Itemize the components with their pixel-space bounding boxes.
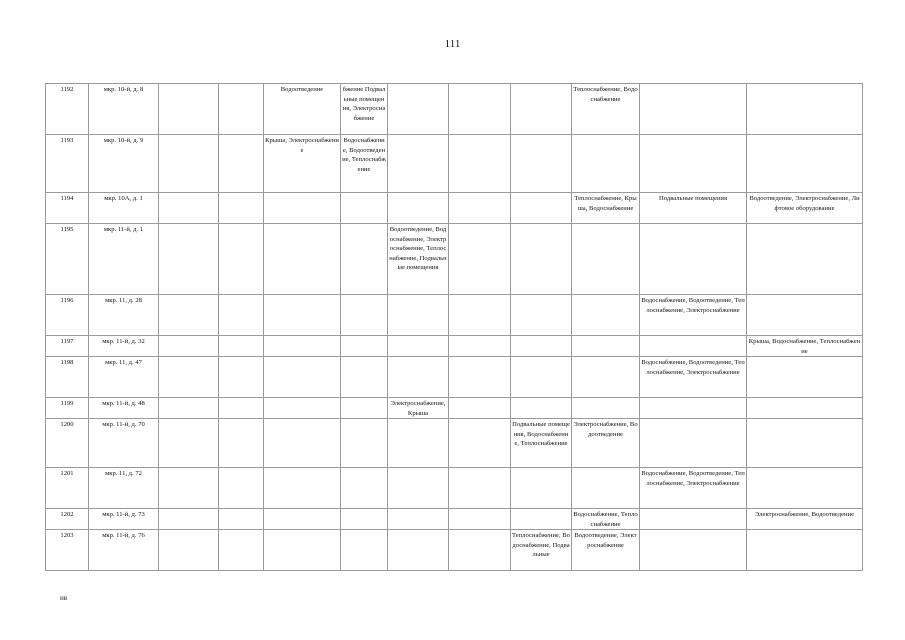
row-number-cell: 1196 xyxy=(46,295,89,336)
work-type-cell: Водоснабжение, Водоотведение, Теплоснабжение xyxy=(341,135,388,193)
registry-table xyxy=(45,83,863,571)
row-number-cell: 1201 xyxy=(46,468,89,509)
work-type-cell xyxy=(572,357,640,398)
work-type-cell xyxy=(572,295,640,336)
row-number-cell: 1200 xyxy=(46,419,89,468)
work-type-cell xyxy=(640,135,747,193)
work-type-cell xyxy=(640,509,747,530)
work-type-cell xyxy=(219,135,264,193)
work-type-cell xyxy=(219,357,264,398)
work-type-cell: Теплоснабжение, Водоснабжение, Подвальные xyxy=(511,530,572,571)
work-type-cell: Водоснабжение, Теплоснабжение xyxy=(572,509,640,530)
work-type-cell: Электроснабжение, Крыша xyxy=(388,398,449,419)
work-type-cell xyxy=(159,509,219,530)
row-number-cell: 1194 xyxy=(46,193,89,224)
work-type-cell xyxy=(264,398,341,419)
row-number-cell: 1195 xyxy=(46,224,89,295)
work-type-cell xyxy=(159,398,219,419)
table-row xyxy=(46,135,863,193)
work-type-cell xyxy=(747,468,863,509)
address-cell: мкр. 11-й, д. 1 xyxy=(89,224,159,295)
work-type-cell xyxy=(159,84,219,135)
work-type-cell xyxy=(264,419,341,468)
work-type-cell xyxy=(511,224,572,295)
work-type-cell xyxy=(388,84,449,135)
work-type-cell xyxy=(341,398,388,419)
address-cell: мкр. 10А, д. 1 xyxy=(89,193,159,224)
work-type-cell xyxy=(264,468,341,509)
address-cell: мкр. 11-й, д. 73 xyxy=(89,509,159,530)
work-type-cell xyxy=(511,295,572,336)
work-type-cell xyxy=(264,357,341,398)
work-type-cell xyxy=(640,530,747,571)
work-type-cell xyxy=(572,135,640,193)
row-number-cell: 1192 xyxy=(46,84,89,135)
work-type-cell xyxy=(388,295,449,336)
work-type-cell xyxy=(341,419,388,468)
work-type-cell: Крыша, Электроснабжение xyxy=(264,135,341,193)
work-type-cell xyxy=(264,530,341,571)
work-type-cell xyxy=(219,336,264,357)
work-type-cell xyxy=(640,419,747,468)
work-type-cell xyxy=(341,336,388,357)
work-type-cell xyxy=(747,84,863,135)
work-type-cell xyxy=(219,530,264,571)
work-type-cell xyxy=(449,295,511,336)
table-row xyxy=(46,419,863,468)
work-type-cell xyxy=(511,468,572,509)
work-type-cell xyxy=(640,224,747,295)
work-type-cell xyxy=(219,509,264,530)
work-type-cell xyxy=(747,224,863,295)
work-type-cell: Подвальные помещения xyxy=(640,193,747,224)
work-type-cell xyxy=(219,398,264,419)
address-cell: мкр. 11, д. 28 xyxy=(89,295,159,336)
work-type-cell xyxy=(449,468,511,509)
work-type-cell: Теплоснабжение, Крыша, Водоснабжение xyxy=(572,193,640,224)
work-type-cell xyxy=(388,357,449,398)
address-cell: мкр. 11-й, д. 48 xyxy=(89,398,159,419)
work-type-cell xyxy=(341,468,388,509)
work-type-cell xyxy=(511,509,572,530)
work-type-cell xyxy=(219,419,264,468)
work-type-cell xyxy=(159,193,219,224)
work-type-cell xyxy=(159,357,219,398)
table-row xyxy=(46,468,863,509)
address-cell: мкр. 11-й, д. 70 xyxy=(89,419,159,468)
footer-mark: нв xyxy=(60,594,68,602)
work-type-cell xyxy=(159,295,219,336)
work-type-cell xyxy=(264,509,341,530)
work-type-cell xyxy=(388,135,449,193)
work-type-cell xyxy=(449,336,511,357)
table-row xyxy=(46,336,863,357)
work-type-cell: Электроснабжение, Водоотведение xyxy=(747,509,863,530)
page-number: 111 xyxy=(444,38,461,50)
work-type-cell xyxy=(264,295,341,336)
work-type-cell xyxy=(449,84,511,135)
work-type-cell xyxy=(572,468,640,509)
work-type-cell xyxy=(219,224,264,295)
work-type-cell xyxy=(159,468,219,509)
address-cell: мкр. 10-й, д. 9 xyxy=(89,135,159,193)
work-type-cell: Водоотведение xyxy=(264,84,341,135)
work-type-cell xyxy=(449,398,511,419)
work-type-cell xyxy=(219,295,264,336)
work-type-cell xyxy=(449,530,511,571)
work-type-cell xyxy=(388,193,449,224)
work-type-cell xyxy=(640,336,747,357)
work-type-cell: Водоотведение, Электроснабжение, Лифтовое оборудование xyxy=(747,193,863,224)
work-type-cell xyxy=(572,336,640,357)
work-type-cell xyxy=(341,509,388,530)
work-type-cell: Водоотведение, Водоснабжение, Электроснабжение, Теплоснабжение, Подвальные помещения xyxy=(388,224,449,295)
work-type-cell xyxy=(511,84,572,135)
work-type-cell xyxy=(747,295,863,336)
work-type-cell xyxy=(388,530,449,571)
work-type-cell xyxy=(511,357,572,398)
work-type-cell xyxy=(511,336,572,357)
work-type-cell xyxy=(219,468,264,509)
work-type-cell xyxy=(159,530,219,571)
table-row xyxy=(46,530,863,571)
work-type-cell: бжение Подвальные помещения, Электроснабжение xyxy=(341,84,388,135)
work-type-cell: Водоснабжение, Водоотведение, Теплоснабжение, Электроснабжение xyxy=(640,357,747,398)
work-type-cell: Водоснабжение, Водоотведение, Теплоснабжение, Электроснабжение xyxy=(640,468,747,509)
work-type-cell: Водоснабжение, Водоотведение, Теплоснабжение, Электроснабжение xyxy=(640,295,747,336)
work-type-cell xyxy=(449,135,511,193)
work-type-cell xyxy=(341,295,388,336)
address-cell: мкр. 10-й, д. 8 xyxy=(89,84,159,135)
work-type-cell xyxy=(388,468,449,509)
table-row xyxy=(46,509,863,530)
work-type-cell xyxy=(388,336,449,357)
work-type-cell xyxy=(341,530,388,571)
work-type-cell xyxy=(572,398,640,419)
work-type-cell xyxy=(449,193,511,224)
work-type-cell xyxy=(747,357,863,398)
work-type-cell xyxy=(449,509,511,530)
table-row xyxy=(46,193,863,224)
table-row xyxy=(46,295,863,336)
address-cell: мкр. 11-й, д. 76 xyxy=(89,530,159,571)
work-type-cell xyxy=(640,398,747,419)
row-number-cell: 1193 xyxy=(46,135,89,193)
work-type-cell xyxy=(341,193,388,224)
row-number-cell: 1197 xyxy=(46,336,89,357)
work-type-cell xyxy=(511,193,572,224)
work-type-cell: Теплоснабжение, Водоснабжение xyxy=(572,84,640,135)
work-type-cell xyxy=(747,398,863,419)
work-type-cell xyxy=(219,84,264,135)
work-type-cell xyxy=(159,419,219,468)
work-type-cell xyxy=(640,84,747,135)
work-type-cell xyxy=(159,224,219,295)
work-type-cell xyxy=(449,224,511,295)
work-type-cell xyxy=(388,419,449,468)
work-type-cell xyxy=(159,135,219,193)
work-type-cell xyxy=(341,357,388,398)
row-number-cell: 1199 xyxy=(46,398,89,419)
work-type-cell xyxy=(388,509,449,530)
address-cell: мкр. 11, д. 72 xyxy=(89,468,159,509)
work-type-cell xyxy=(747,530,863,571)
work-type-cell xyxy=(264,193,341,224)
work-type-cell xyxy=(219,193,264,224)
row-number-cell: 1202 xyxy=(46,509,89,530)
work-type-cell: Водоотведение, Электроснабжение xyxy=(572,530,640,571)
work-type-cell xyxy=(747,135,863,193)
table-body xyxy=(46,84,863,571)
work-type-cell xyxy=(341,224,388,295)
table-row xyxy=(46,84,863,135)
work-type-cell xyxy=(511,135,572,193)
address-cell: мкр. 11, д. 47 xyxy=(89,357,159,398)
work-type-cell xyxy=(572,224,640,295)
work-type-cell xyxy=(449,357,511,398)
table-row xyxy=(46,398,863,419)
row-number-cell: 1198 xyxy=(46,357,89,398)
table-row xyxy=(46,357,863,398)
work-type-cell xyxy=(511,398,572,419)
work-type-cell xyxy=(264,336,341,357)
row-number-cell: 1203 xyxy=(46,530,89,571)
work-type-cell xyxy=(747,419,863,468)
work-type-cell: Крыша, Водоснабжение, Теплоснабжение xyxy=(747,336,863,357)
work-type-cell: Электроснабжение, Водоотведение xyxy=(572,419,640,468)
work-type-cell: Подвальные помещения, Водоснабжение, Теплоснабжение xyxy=(511,419,572,468)
work-type-cell xyxy=(449,419,511,468)
address-cell: мкр. 11-й, д. 32 xyxy=(89,336,159,357)
work-type-cell xyxy=(159,336,219,357)
table-row xyxy=(46,224,863,295)
work-type-cell xyxy=(264,224,341,295)
